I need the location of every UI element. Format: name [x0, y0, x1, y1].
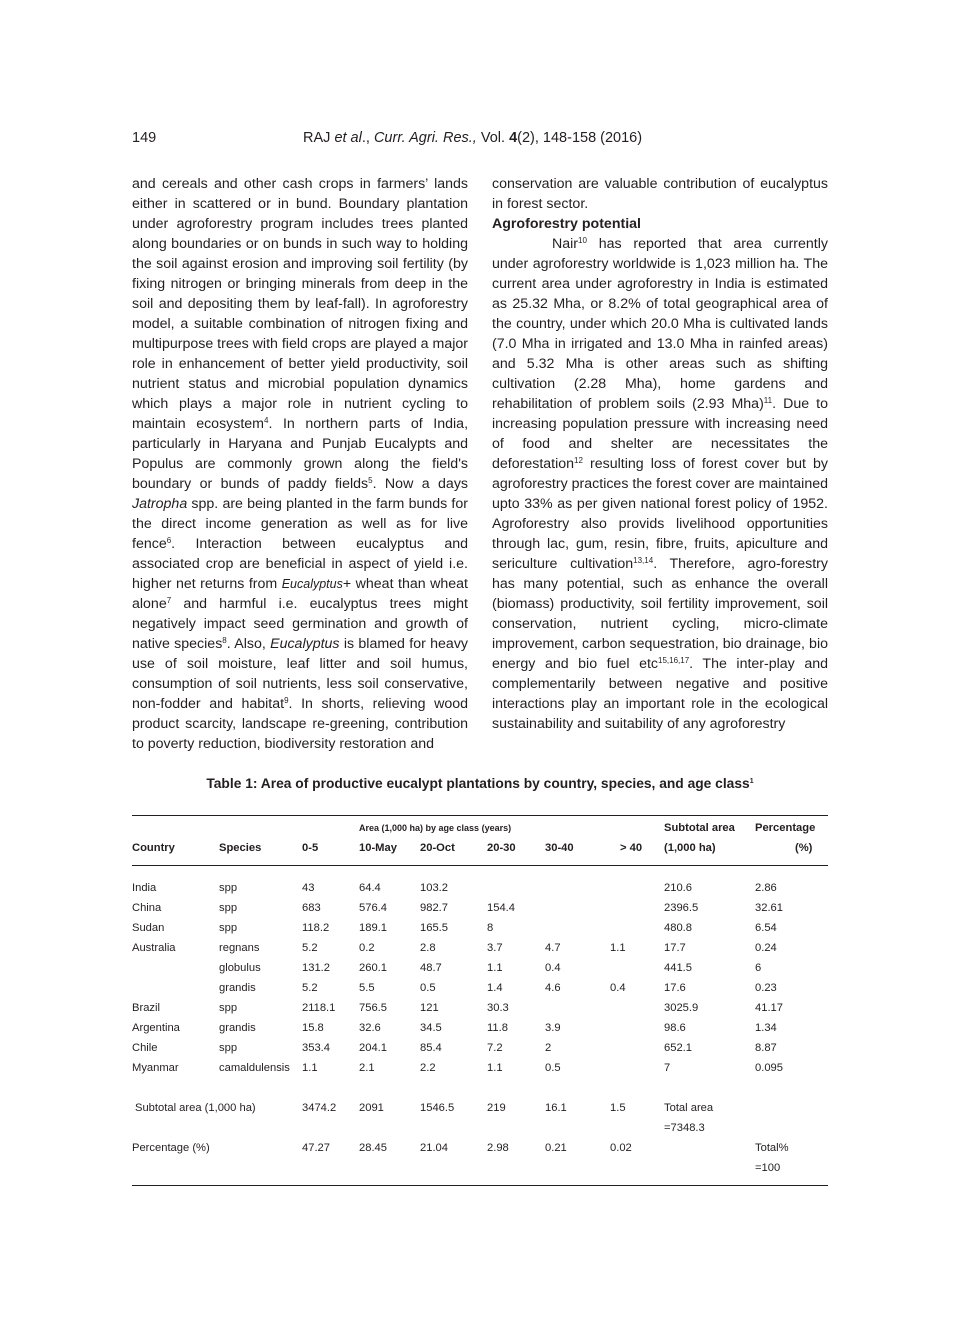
- running-head-issue: (2), 148-158 (2016): [517, 130, 643, 146]
- table-cell: 2396.5: [664, 902, 699, 914]
- right-paragraph-1: conservation are valuable contribution of eucalyptus in forest sector.: [492, 176, 828, 212]
- running-head: [303, 130, 642, 146]
- citation-ref: 8: [222, 636, 227, 645]
- table-subtotal-cell: 16.1: [545, 1102, 567, 1114]
- table-column-header: 30-40: [545, 842, 574, 854]
- text-run: . Due to increasing population pressure with increasing need of food and shelter are necessitates the deforestation: [492, 396, 828, 472]
- table-cell: 48.7: [420, 962, 442, 974]
- table-cell: 8.87: [755, 1042, 777, 1054]
- table-subtotal-label: Subtotal area (1,000 ha): [135, 1102, 256, 1114]
- table-cell: 6: [755, 962, 762, 974]
- table-cell: 85.4: [420, 1042, 442, 1054]
- table-row-country: Brazil: [132, 1002, 160, 1014]
- table-cell: 118.2: [302, 922, 330, 934]
- left-column: [132, 174, 468, 754]
- table-cell: 0.095: [755, 1062, 783, 1074]
- table-cell: 1.1: [610, 942, 626, 954]
- table-cell: spp: [219, 1042, 238, 1054]
- table-row-country: Chile: [132, 1042, 158, 1054]
- text-run: . Therefore, agro-forestry has many potential, such as enhance the overall (biomass) productivity, soil fertility improvement, soil conservation, nutrient cycling, micro-climate improvement, carbon sequestration, bio drainage, bio energy and bio fuel etc: [492, 556, 828, 672]
- table-cell: 3.9: [545, 1022, 561, 1034]
- table-cell: 441.5: [664, 962, 692, 974]
- table-cell: 1.1: [302, 1062, 318, 1074]
- table-cell: 576.4: [359, 902, 387, 914]
- table-percentage-cell: 0.21: [545, 1142, 567, 1154]
- table-cell: 0.4: [610, 982, 626, 994]
- table-cell: 2: [545, 1042, 552, 1054]
- table-cell: 5.2: [302, 942, 318, 954]
- text-run: + wheat than wheat alone: [132, 576, 468, 612]
- citation-ref: 9: [284, 696, 289, 705]
- table-subtotal-cell: 219: [487, 1102, 506, 1114]
- table-total-area-value: =7348.3: [664, 1122, 705, 1134]
- table-percentage-cell: 0.02: [610, 1142, 632, 1154]
- table-subtotal-cell: 1546.5: [420, 1102, 455, 1114]
- table-column-header: Country: [132, 842, 175, 854]
- table-cell: 34.5: [420, 1022, 442, 1034]
- table-cell: 210.6: [664, 882, 692, 894]
- table-cell: 2.86: [755, 882, 777, 894]
- table-column-header: 20-Oct: [420, 842, 455, 854]
- table-header-subtotal-unit: (1,000 ha): [664, 842, 716, 854]
- table-cell: 17.7: [664, 942, 686, 954]
- table-cell: 1.1: [487, 1062, 503, 1074]
- table-header-subtotal: Subtotal area: [664, 822, 735, 834]
- italic-term: Jatropha: [132, 496, 188, 512]
- table-cell: 154.4: [487, 902, 515, 914]
- table-cell: 0.24: [755, 942, 777, 954]
- table-caption: [132, 776, 828, 791]
- table-cell: 41.17: [755, 1002, 783, 1014]
- table-cell: 652.1: [664, 1042, 692, 1054]
- table-cell: 1.4: [487, 982, 503, 994]
- table-percentage-label: Percentage (%): [132, 1142, 210, 1154]
- table-cell: 0.2: [359, 942, 375, 954]
- table-header-percentage-unit: (%): [795, 842, 813, 854]
- data-table: [132, 815, 828, 1186]
- table-cell: grandis: [219, 982, 256, 994]
- text-run: Nair: [552, 236, 579, 252]
- table-cell: 756.5: [359, 1002, 387, 1014]
- text-run: resulting loss of forest cover but by agroforestry practices the forest cover are maintained upto 33% as per given national forest policy of 1952. Agroforestry also provids livelihood opportunities through lac, gum, resin, fibre, fruits, apiculture and sericulture cultivation: [492, 456, 828, 572]
- table-cell: 43: [302, 882, 315, 894]
- right-paragraph-2: [492, 234, 828, 734]
- running-head-vol-label: Vol.: [480, 130, 506, 146]
- table-cell: 7: [664, 1062, 671, 1074]
- table-cell: 0.5: [420, 982, 436, 994]
- table-header-rule: [132, 865, 828, 866]
- table-span-header: Area (1,000 ha) by age class (years): [359, 823, 512, 833]
- table-cell: camaldulensis: [219, 1062, 290, 1074]
- table-cell: 17.6: [664, 982, 686, 994]
- table-cell: 683: [302, 902, 321, 914]
- italic-term: Eucalyptus: [281, 577, 343, 591]
- table-cell: 5.5: [359, 982, 375, 994]
- table-cell: 6.54: [755, 922, 777, 934]
- table-total-percent-value: =100: [755, 1162, 781, 1174]
- table-subtotal-cell: 1.5: [610, 1102, 626, 1114]
- table-subtotal-cell: 3474.2: [302, 1102, 337, 1114]
- text-run: spp. are being planted in the farm bunds for the direct income generation as well as for live fence: [132, 496, 468, 552]
- table-cell: 1.34: [755, 1022, 777, 1034]
- table-cell: 2118.1: [302, 1002, 336, 1014]
- table-cell: 32.61: [755, 902, 783, 914]
- table-row-country: Argentina: [132, 1022, 180, 1034]
- citation-ref: 15,16,17: [658, 656, 690, 665]
- table-total-percent-label: Total%: [755, 1142, 789, 1154]
- citation-ref: 6: [166, 536, 172, 545]
- table-total-area-label: Total area: [664, 1102, 714, 1114]
- table-column-header: > 40: [620, 842, 643, 854]
- table-cell: 3025.9: [664, 1002, 699, 1014]
- table-cell: 3.7: [487, 942, 503, 954]
- table-cell: 4.7: [545, 942, 561, 954]
- table-cell: globulus: [219, 962, 261, 974]
- table-subtotal-cell: 2091: [359, 1102, 384, 1114]
- table-cell: 189.1: [359, 922, 387, 934]
- text-run: and harmful i.e. eucalyptus trees might negatively impact seed germination and growth of native species: [132, 596, 468, 652]
- running-head-author: RAJ: [303, 130, 331, 146]
- table-cell: 15.8: [302, 1022, 324, 1034]
- table-cell: 165.5: [420, 922, 448, 934]
- table-cell: 64.4: [359, 882, 381, 894]
- table-row-country: Myanmar: [132, 1062, 179, 1074]
- table-cell: spp: [219, 1002, 238, 1014]
- table-cell: 204.1: [359, 1042, 387, 1054]
- table-cell: 7.2: [487, 1042, 503, 1054]
- table-row-country: Sudan: [132, 922, 165, 934]
- citation-ref: 1: [749, 778, 754, 785]
- citation-ref: 11: [763, 396, 773, 405]
- text-run: . The inter-play and complementarily between negative and positive interactions play an important role in the ecological sustainability and suitability of any agroforestry: [492, 656, 828, 732]
- table-cell: 1.1: [487, 962, 503, 974]
- text-run: . Now a days: [372, 476, 469, 492]
- citation-ref: 7: [166, 596, 172, 605]
- table-percentage-cell: 47.27: [302, 1142, 330, 1154]
- left-paragraph: [132, 174, 468, 754]
- table-cell: 121: [420, 1002, 439, 1014]
- table-cell: 0.4: [545, 962, 561, 974]
- table-column-header: 0-5: [302, 842, 319, 854]
- citation-ref: 4: [264, 416, 269, 425]
- table-header-percentage: Percentage: [755, 822, 816, 834]
- table-cell: 30.3: [487, 1002, 509, 1014]
- running-head-vol-number: 4: [509, 130, 518, 146]
- table-row-country: Australia: [132, 942, 176, 954]
- page-number: 149: [132, 130, 157, 146]
- running-head-journal: Curr. Agri. Res.,: [373, 130, 477, 146]
- right-column: [492, 174, 828, 734]
- table-percentage-cell: 28.45: [359, 1142, 387, 1154]
- table-row-country: China: [132, 902, 162, 914]
- table-cell: 4.6: [545, 982, 561, 994]
- citation-ref: 10: [578, 236, 587, 245]
- page-header: [132, 130, 828, 150]
- citation-ref: 13,14: [633, 556, 654, 565]
- table-cell: 32.6: [359, 1022, 381, 1034]
- table-column-header: 20-30: [487, 842, 516, 854]
- table-cell: 2.2: [420, 1062, 436, 1074]
- table-cell: 11.8: [487, 1022, 508, 1034]
- italic-term: Eucalyptus: [270, 636, 340, 652]
- table-cell: 353.4: [302, 1042, 330, 1054]
- table-cell: spp: [219, 882, 238, 894]
- table-percentage-cell: 21.04: [420, 1142, 448, 1154]
- table-column-header: 10-May: [359, 842, 397, 854]
- running-head-etal: et al: [334, 130, 362, 146]
- text-run: . Interaction between eucalyptus and associated crop are beneficial in aspect of yield i.e. higher net returns from: [132, 536, 468, 592]
- text-run: has reported that area currently under agroforestry worldwide is 1,023 million ha. The current area under agroforestry in India is estimated as 25.32 Mha, or 8.2% of total geographical area of the country, under which 20.0 Mha is cultivated lands (7.0 Mha in irrigated and 13.0 Mha in rainfed areas) and 5.32 Mha is other areas such as shifting cultivation (2.28 Mha), home gardens and rehabilitation of problem soils (2.93 Mha): [492, 236, 828, 412]
- table-cell: 98.6: [664, 1022, 686, 1034]
- table-cell: 103.2: [420, 882, 448, 894]
- table-caption-text: Table 1: Area of productive eucalypt plantations by country, species, and age class: [206, 776, 750, 791]
- table-cell: 131.2: [302, 962, 330, 974]
- citation-ref: 5: [368, 476, 373, 485]
- text-run: . Also,: [226, 636, 271, 652]
- table-cell: 260.1: [359, 962, 387, 974]
- table-cell: 5.2: [302, 982, 318, 994]
- text-run: . In shorts, relieving wood product scarcity, landscape re-greening, contribution to poverty reduction, biodiversity restoration and: [132, 696, 468, 752]
- table-cell: 8: [487, 922, 494, 934]
- text-run: is blamed for heavy use of soil moisture, leaf litter and soil humus, consumption of soil nutrients, less soil conservative, non-fodder and habitat: [132, 636, 469, 712]
- table-cell: 0.5: [545, 1062, 561, 1074]
- table-row-country: India: [132, 882, 157, 894]
- text-run: . In northern parts of India, particularly in Haryana and Punjab Eucalypts and Populus are commonly grown along the field's boundary or bunds of paddy fields: [132, 416, 469, 492]
- table-cell: 0.23: [755, 982, 777, 994]
- table-cell: 982.7: [420, 902, 448, 914]
- table-cell: 2.1: [359, 1062, 375, 1074]
- table-cell: 2.8: [420, 942, 436, 954]
- table-cell: spp: [219, 902, 238, 914]
- table-column-header: Species: [219, 842, 262, 854]
- running-head-sep: .,: [361, 130, 370, 146]
- citation-ref: 12: [574, 456, 583, 465]
- table-cell: spp: [219, 922, 238, 934]
- text-run: and cereals and other cash crops in farmers’ lands either in scattered or in bund. Boundary plantation under agroforestry program includes trees planted along boundaries or on bunds in such way to holding the soil against erosion and improving soil fertility (by fixing nitrogen or bringing minerals from deep in the soil and depositing them by leaf-fall). In agroforestry model, a suitable combination of nitrogen fixing and multipurpose trees with field crops are played a major role in enhancement of better yield productivity, soil nutrient status and microbial population dynamics which plays a major role in nutrient cycling to maintain ecosystem: [132, 176, 468, 432]
- table-cell: grandis: [219, 1022, 256, 1034]
- table-cell: 480.8: [664, 922, 692, 934]
- table-cell: regnans: [219, 942, 260, 954]
- table-percentage-cell: 2.98: [487, 1142, 509, 1154]
- section-heading: Agroforestry potential: [492, 216, 641, 232]
